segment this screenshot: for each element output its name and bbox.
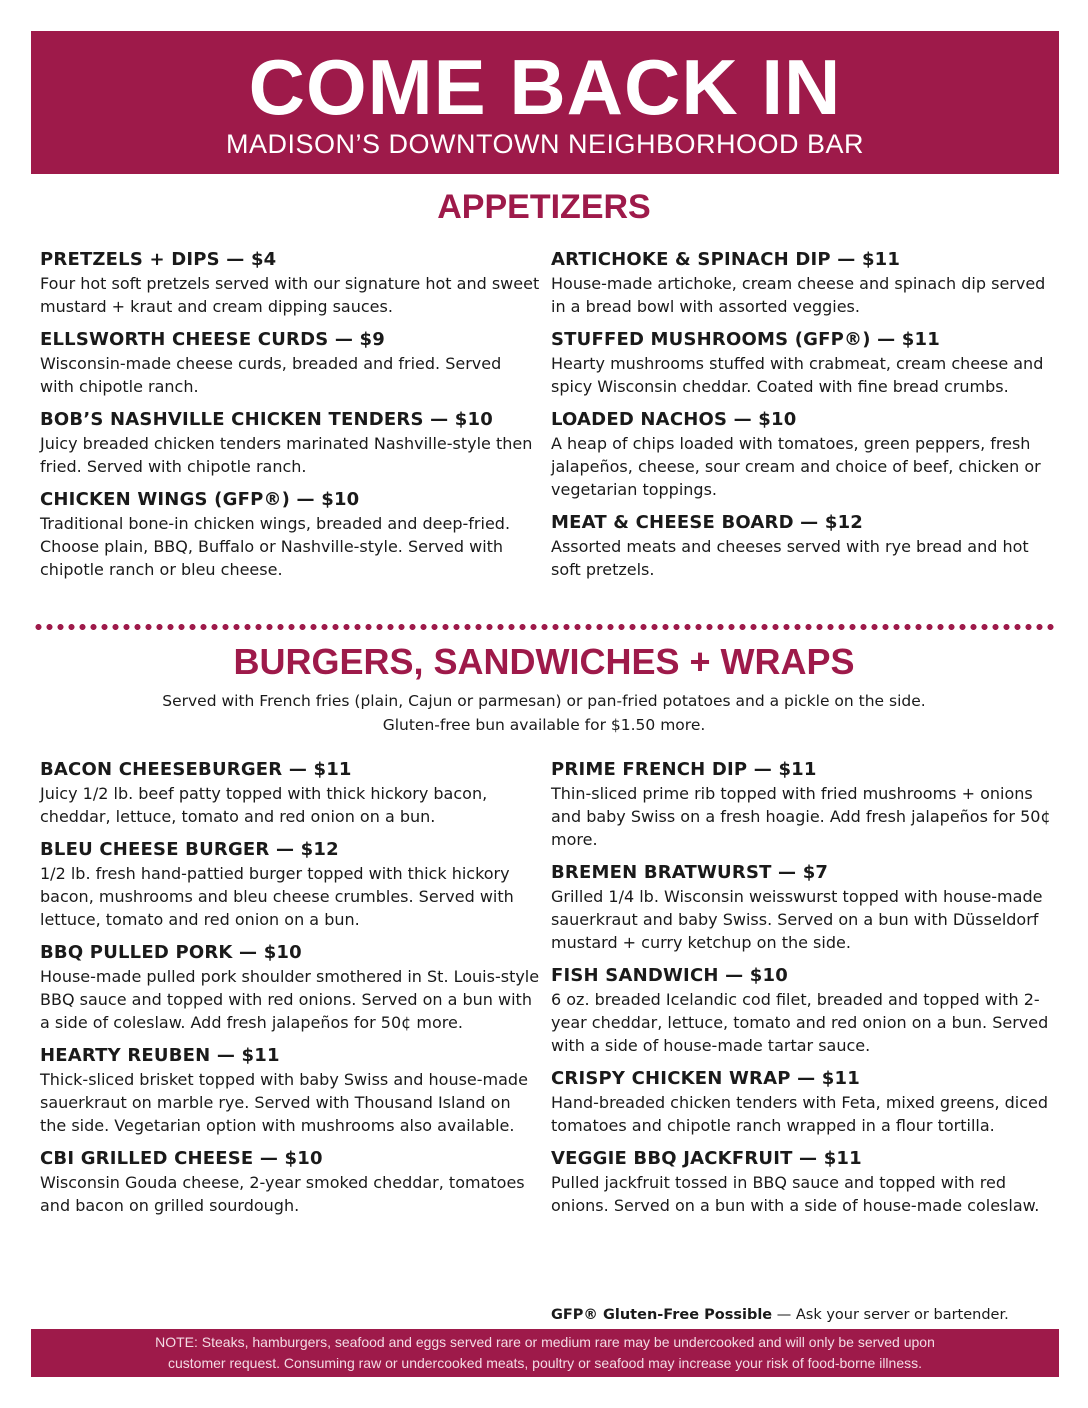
menu-item (551, 1146, 1056, 1217)
item-name: PRETZELS + DIPS — $4 (40, 249, 277, 270)
burgers-right-column (551, 757, 1056, 1226)
item-description: Juicy breaded chicken tenders marinated Nashville-style then fried. Served with chipotle ranch. (40, 434, 533, 476)
menu-item (551, 757, 1056, 851)
item-name: BBQ PULLED PORK — $10 (40, 942, 302, 963)
gfp-note (551, 1305, 1009, 1325)
item-description: Assorted meats and cheeses served with rye bread and hot soft pretzels. (551, 537, 1029, 579)
menu-item (40, 837, 540, 931)
item-name: BREMEN BRATWURST — $7 (551, 862, 829, 883)
menu-item (40, 940, 540, 1034)
intro-line: Served with French fries (plain, Cajun or parmesan) or pan-fried potatoes and a pickle on the side. (162, 692, 926, 710)
item-description: 1/2 lb. fresh hand-pattied burger topped with thick hickory bacon, mushrooms and bleu cheese crumbles. Served with lettuce, tomato and red onion on a bun. (40, 864, 514, 929)
item-name: CBI GRILLED CHEESE — $10 (40, 1148, 323, 1169)
item-name: VEGGIE BBQ JACKFRUIT — $11 (551, 1148, 862, 1169)
appetizers-right-column (551, 247, 1051, 590)
item-description: Traditional bone-in chicken wings, breaded and deep-fried. Choose plain, BBQ, Buffalo or Nashville-style. Served with chipotle ranch or bleu cheese. (40, 514, 511, 579)
item-description: Wisconsin-made cheese curds, breaded and fried. Served with chipotle ranch. (40, 354, 502, 396)
item-description: A heap of chips loaded with tomatoes, green peppers, fresh jalapeños, cheese, sour cream and choice of beef, chicken or vegetarian toppings. (551, 434, 1041, 499)
item-description: Thin-sliced prime rib topped with fried mushrooms + onions and baby Swiss on a fresh hoagie. Add fresh jalapeños for 50¢ more. (551, 784, 1051, 849)
footer-line: NOTE: Steaks, hamburgers, seafood and eggs served rare or medium rare may be undercooked and will only be served upon (155, 1334, 935, 1350)
menu-item (551, 510, 1051, 581)
item-name: MEAT & CHEESE BOARD — $12 (551, 512, 864, 533)
item-name: FISH SANDWICH — $10 (551, 965, 788, 986)
item-description: House-made artichoke, cream cheese and spinach dip served in a bread bowl with assorted veggies. (551, 274, 1046, 316)
item-description: Grilled 1/4 lb. Wisconsin weisswurst topped with house-made sauerkraut and baby Swiss. Served on a bun with Düsseldorf mustard + curry ketchup on the side. (551, 887, 1043, 952)
item-description: Four hot soft pretzels served with our signature hot and sweet mustard + kraut and cream dipping sauces. (40, 274, 540, 316)
header-banner (31, 31, 1059, 174)
menu-item (40, 407, 540, 478)
menu-item (40, 247, 540, 318)
menu-item (40, 1043, 540, 1137)
item-description: Hand-breaded chicken tenders with Feta, mixed greens, diced tomatoes and chipotle ranch wrapped in a flour tortilla. (551, 1093, 1049, 1135)
item-description: Juicy 1/2 lb. beef patty topped with thick hickory bacon, cheddar, lettuce, tomato and red onion on a bun. (40, 784, 488, 826)
item-name: BACON CHEESEBURGER — $11 (40, 759, 352, 780)
item-description: Pulled jackfruit tossed in BBQ sauce and topped with red onions. Served on a bun with a side of house-made coleslaw. (551, 1173, 1040, 1215)
item-name: PRIME FRENCH DIP — $11 (551, 759, 817, 780)
menu-item (40, 487, 540, 581)
menu-item (40, 757, 540, 828)
item-name: ARTICHOKE & SPINACH DIP — $11 (551, 249, 901, 270)
gfp-label: GFP® Gluten-Free Possible (551, 1307, 773, 1323)
menu-item (551, 1066, 1056, 1137)
dotted-divider (33, 622, 1055, 632)
item-description: House-made pulled pork shoulder smothered in St. Louis-style BBQ sauce and topped with red onions. Served on a bun with a side of coleslaw. Add fresh jalapeños for 50¢ more. (40, 967, 540, 1032)
item-name: CHICKEN WINGS (GFP®) — $10 (40, 489, 360, 510)
footer-line: customer request. Consuming raw or undercooked meats, poultry or seafood may increase your risk of food-borne illness. (167, 1355, 923, 1371)
menu-item (551, 247, 1051, 318)
item-description: Thick-sliced brisket topped with baby Swiss and house-made sauerkraut on marble rye. Served with Thousand Island on the side. Vegetarian option with mushrooms also available. (40, 1070, 528, 1135)
item-description: Wisconsin Gouda cheese, 2-year smoked cheddar, tomatoes and bacon on grilled sourdough. (40, 1173, 525, 1215)
bar-title: COME BACK IN (248, 43, 842, 131)
menu-item (40, 1146, 540, 1217)
item-name: CRISPY CHICKEN WRAP — $11 (551, 1068, 860, 1089)
burgers-heading: BURGERS, SANDWICHES + WRAPS (233, 641, 855, 682)
item-description: 6 oz. breaded Icelandic cod filet, breaded and topped with 2-year cheddar, lettuce, tomato and red onion on a bun. Served with a side of house-made tartar sauce. (551, 990, 1049, 1055)
intro-line: Gluten-free bun available for $1.50 more. (382, 716, 706, 734)
menu-item (551, 860, 1056, 954)
menu-item (40, 327, 540, 398)
menu-item (551, 963, 1056, 1057)
menu-item (551, 407, 1051, 501)
item-name: BLEU CHEESE BURGER — $12 (40, 839, 339, 860)
item-name: BOB’S NASHVILLE CHICKEN TENDERS — $10 (40, 409, 493, 430)
bar-subtitle: MADISON’S DOWNTOWN NEIGHBORHOOD BAR (225, 129, 865, 159)
item-name: HEARTY REUBEN — $11 (40, 1045, 280, 1066)
burgers-left-column (40, 757, 540, 1226)
menu-item (551, 327, 1051, 398)
item-name: ELLSWORTH CHEESE CURDS — $9 (40, 329, 385, 350)
footer-note-banner (31, 1329, 1059, 1377)
item-name: LOADED NACHOS — $10 (551, 409, 797, 430)
burgers-intro (0, 689, 1088, 737)
item-name: STUFFED MUSHROOMS (GFP®) — $11 (551, 329, 940, 350)
appetizers-heading: APPETIZERS (437, 188, 651, 226)
item-description: Hearty mushrooms stuffed with crabmeat, cream cheese and spicy Wisconsin cheddar. Coated with fine bread crumbs. (551, 354, 1044, 396)
gfp-text: — Ask your server or bartender. (772, 1307, 1009, 1323)
appetizers-left-column (40, 247, 540, 590)
